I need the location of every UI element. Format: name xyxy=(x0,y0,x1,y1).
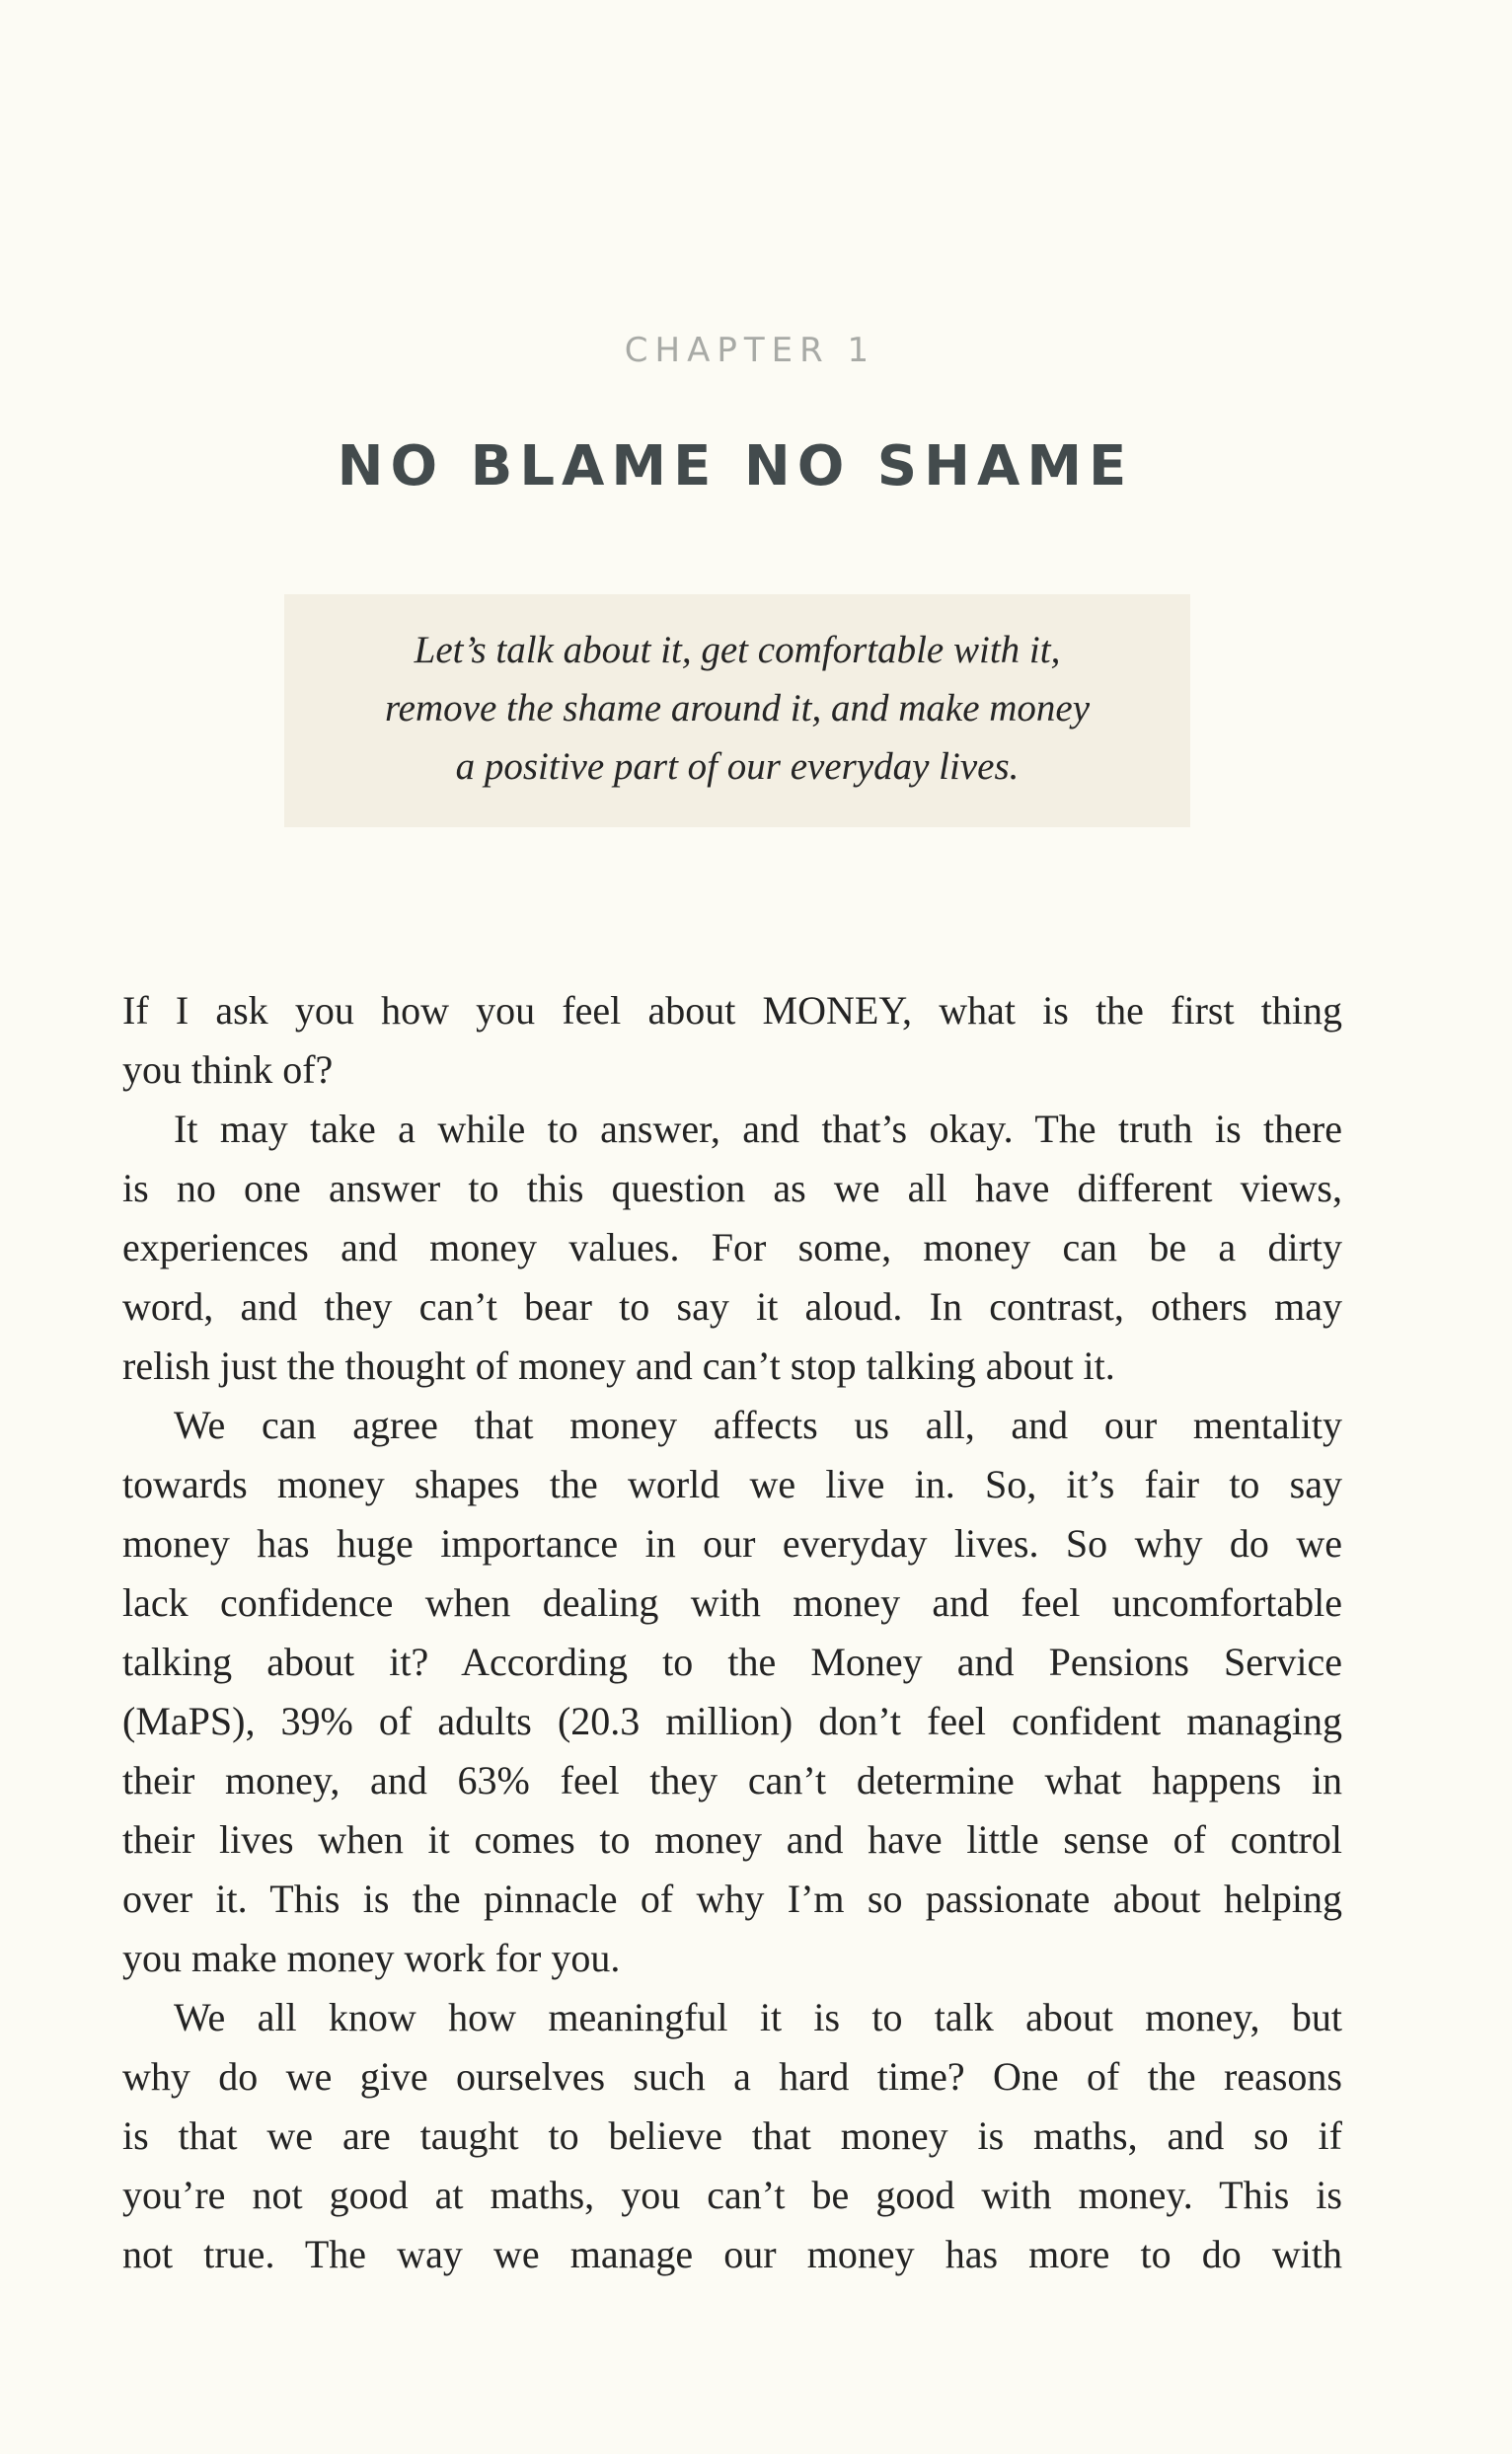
epigraph-box xyxy=(284,594,1190,827)
epigraph-line: Let’s talk about it, get comfortable with it, xyxy=(414,629,1061,671)
chapter-title: NO BLAME NO SHAME xyxy=(337,434,1134,498)
body-line: talking about it? According to the Money and Pensions Service xyxy=(122,1640,1342,1684)
body-line: why do we give ourselves such a hard time? One of the reasons xyxy=(122,2054,1342,2099)
body-line: word, and they can’t bear to say it aloud. In contrast, others may xyxy=(122,1284,1342,1329)
body-line: experiences and money values. For some, money can be a dirty xyxy=(122,1225,1342,1269)
body-line: their money, and 63% feel they can’t determine what happens in xyxy=(122,1758,1342,1802)
body-line: towards money shapes the world we live in. So, it’s fair to say xyxy=(122,1462,1342,1506)
chapter-label: CHAPTER 1 xyxy=(624,331,876,370)
body-line: money has huge importance in our everyday lives. So why do we xyxy=(122,1521,1342,1566)
body-line: If I ask you how you feel about MONEY, what is the first thing xyxy=(122,988,1342,1033)
body-line: their lives when it comes to money and have little sense of control xyxy=(122,1817,1342,1862)
body-line: you make money work for you. xyxy=(122,1936,621,1980)
epigraph-line: a positive part of our everyday lives. xyxy=(455,745,1020,788)
body-line: It may take a while to answer, and that’s okay. The truth is there xyxy=(174,1107,1342,1151)
body-line: not true. The way we manage our money has more to do with xyxy=(122,2232,1342,2276)
body-line: you’re not good at maths, you can’t be good with money. This is xyxy=(122,2173,1342,2217)
epigraph-line: remove the shame around it, and make money xyxy=(384,687,1091,729)
body-line: is that we are taught to believe that money is maths, and so if xyxy=(122,2113,1342,2158)
body-line: over it. This is the pinnacle of why I’m so passionate about helping xyxy=(122,1877,1342,1921)
body-line: We all know how meaningful it is to talk about money, but xyxy=(174,1995,1342,2039)
body-line: (MaPS), 39% of adults (20.3 million) don’t feel confident managing xyxy=(122,1699,1342,1743)
body-line: lack confidence when dealing with money and feel uncomfortable xyxy=(122,1580,1342,1625)
body-line: is no one answer to this question as we all have different views, xyxy=(122,1166,1342,1210)
body-line: We can agree that money affects us all, and our mentality xyxy=(174,1403,1342,1447)
body-line: you think of? xyxy=(122,1047,334,1092)
body-line: relish just the thought of money and can’t stop talking about it. xyxy=(122,1343,1115,1388)
